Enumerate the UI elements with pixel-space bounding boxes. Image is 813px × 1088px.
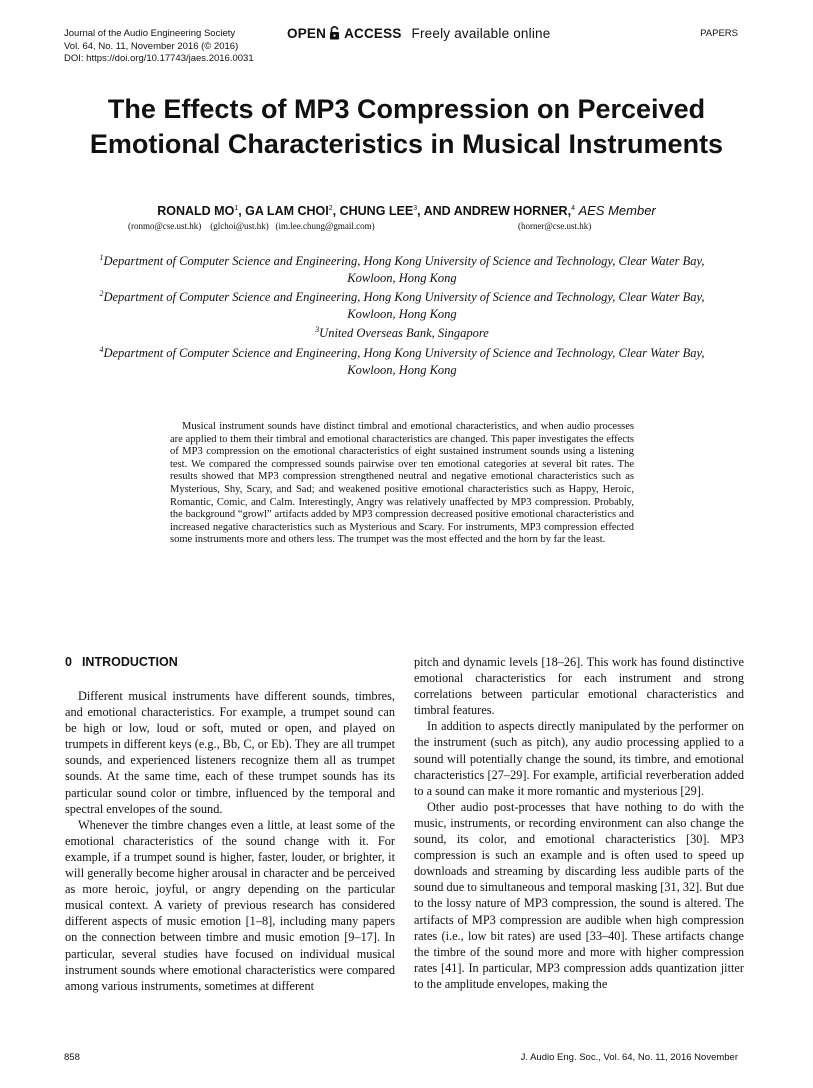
- affiliation-text: Kowloon, Hong Kong: [347, 270, 457, 285]
- journal-name: Journal of the Audio Engineering Society: [64, 28, 236, 39]
- left-column: [65, 654, 395, 994]
- journal-doi: DOI: https://doi.org/10.17743/jaes.2016.0031: [64, 53, 254, 64]
- author-separator: ,: [238, 204, 246, 218]
- section-label: PAPERS: [700, 28, 738, 39]
- section-title: INTRODUCTION: [81, 655, 178, 669]
- paragraph: pitch and dynamic levels [18–26]. This work has found distinctive emotional characteristics for each instrument and strong correlations between particular emotional characteristics and timbral features.: [414, 655, 744, 718]
- footer-citation: J. Audio Eng. Soc., Vol. 64, No. 11, 2016 November: [520, 1052, 738, 1063]
- title-line-1: The Effects of MP3 Compression on Perceived: [107, 94, 706, 124]
- access-label: ACCESS: [344, 26, 402, 41]
- freely-available-label: Freely available online: [411, 26, 551, 41]
- author-emails: [0, 221, 813, 233]
- aes-member-label: AES Member: [578, 203, 656, 218]
- author-name: GA LAM CHOI: [245, 204, 329, 218]
- affiliation-number: 2: [99, 289, 104, 299]
- paragraph: Whenever the timbre changes even a little, at least some of the emotional characteristics of the sound change with it. For example, if a trumpet sound is higher, faster, louder, or brighter, it will generally become higher arousal in character and be perceived as more heroic, joyful, or angry depending on the particular musical context. A variety of previous research has considered different aspects of music emotion [1–8], including many papers on the connection between timbre and music emotion [9–17]. In particular, several studies have focused on individual musical instrument sounds where emotional characteristics were compared among various instruments, sometimes at different: [65, 817, 395, 993]
- open-access-banner: [287, 26, 550, 43]
- author-separator: ,: [417, 204, 424, 218]
- affiliation-text: Kowloon, Hong Kong: [347, 362, 457, 377]
- affiliation-4: [64, 342, 740, 378]
- paragraph: Different musical instruments have different sounds, timbres, and emotional characteristics. For example, a trumpet sound can be high or low, loud or soft, muted or open, and played on trumpets in different keys (e.g., Bb, C, or Eb). They are all trumpet sounds, and experienced listeners recognize them all as trumpet sounds. At the same time, each of these trumpet sounds has its particular sound color or timbre, influenced by the temporal and spectral envelopes of the sound.: [65, 689, 395, 816]
- affiliations: [64, 250, 740, 378]
- open-label: OPEN: [287, 26, 327, 41]
- affiliation-text: Department of Computer Science and Engineering, Hong Kong University of Science and Technology, Clear Water Bay,: [103, 346, 705, 361]
- journal-volume: Vol. 64, No. 11, November 2016 (© 2016): [64, 40, 239, 52]
- affiliation-3: [64, 322, 740, 342]
- affiliation-1: [64, 250, 740, 286]
- right-column: [414, 654, 744, 992]
- page-number: 858: [64, 1052, 80, 1063]
- open-lock-icon: [329, 26, 340, 43]
- journal-info: [64, 28, 254, 66]
- section-number: 0: [65, 655, 72, 669]
- affiliation-marker: 4: [571, 204, 575, 212]
- author-separator: ,: [332, 204, 340, 218]
- author-name: CHUNG LEE: [339, 204, 414, 218]
- author-name: AND ANDREW HORNER,: [423, 204, 572, 218]
- affiliation-marker: 2: [328, 204, 333, 212]
- affiliation-marker: 1: [234, 204, 239, 212]
- paper-title: [40, 92, 773, 162]
- email-list: (ronmo@cse.ust.hk) (glchoi@ust.hk) (im.lee.chung@gmail.com): [128, 221, 375, 231]
- affiliation-text: Department of Computer Science and Engineering, Hong Kong University of Science and Technology, Clear Water Bay,: [103, 254, 705, 269]
- title-line-2: Emotional Characteristics in Musical Instruments: [89, 129, 724, 159]
- author-name: RONALD MO: [157, 204, 235, 218]
- affiliation-text: Department of Computer Science and Engineering, Hong Kong University of Science and Technology, Clear Water Bay,: [103, 290, 705, 305]
- abstract: Musical instrument sounds have distinct timbral and emotional characteristics, and when audio processes are applied to them their timbral and emotional characteristics are changed. This paper investigates the effects of MP3 compression on the emotional characteristics of eight sustained instrument sounds using a listening test. We compared the compressed sounds pairwise over ten emotional categories at several bit rates. The results showed that MP3 compression strengthened neutral and negative emotional characteristics such as Mysterious, Shy, Scary, and Sad; and weakened positive emotional characteristics such as Happy, Heroic, Romantic, Comic, and Calm. Interestingly, Angry was relatively unaffected by MP3 compression. Probably, the background “growl” artifacts added by MP3 compression decreased positive emotional characteristics and increased negative characteristics such as Mysterious and Scary. For instruments, MP3 compression effected some instruments more and others less. The trumpet was the most effected and the horn by far the least.: [170, 421, 634, 546]
- email-horner: (horner@cse.ust.hk): [518, 221, 592, 231]
- author-list: [40, 203, 773, 218]
- paragraph: In addition to aspects directly manipulated by the performer on the instrument (such as pitch), any audio processing applied to a sound will potentially change the sound, its timbre, and emotional characteristics [27–29]. For example, artificial reverberation added to a sound can make it more romantic and mysterious [29].: [414, 719, 744, 798]
- affiliation-text: United Overseas Bank, Singapore: [319, 326, 489, 341]
- paragraph: Other audio post-processes that have nothing to do with the music, instruments, or recording environment can also change the sound, its color, and emotional characteristics [30]. MP3 compression is such an example and is often used to speed up downloads and streaming by discarding less audible parts of the sound due to simultaneous and temporal masking [31, 32]. But due to the lossy nature of MP3 compression, the sound is altered. The artifacts of MP3 compression are audible when high compression rates (i.e., low bit rates) are used [33–40]. These artifacts change the timbre of the sound more and more with higher compression rates [41]. In particular, MP3 compression adds quantization jitter to the amplitude envelopes, making the: [414, 799, 744, 991]
- affiliation-number: 4: [99, 344, 104, 354]
- section-heading: [65, 654, 395, 670]
- affiliation-marker: 3: [413, 204, 418, 212]
- affiliation-number: 1: [99, 253, 104, 262]
- affiliation-2: [64, 286, 740, 322]
- affiliation-text: Kowloon, Hong Kong: [347, 306, 457, 321]
- affiliation-number: 3: [315, 325, 320, 335]
